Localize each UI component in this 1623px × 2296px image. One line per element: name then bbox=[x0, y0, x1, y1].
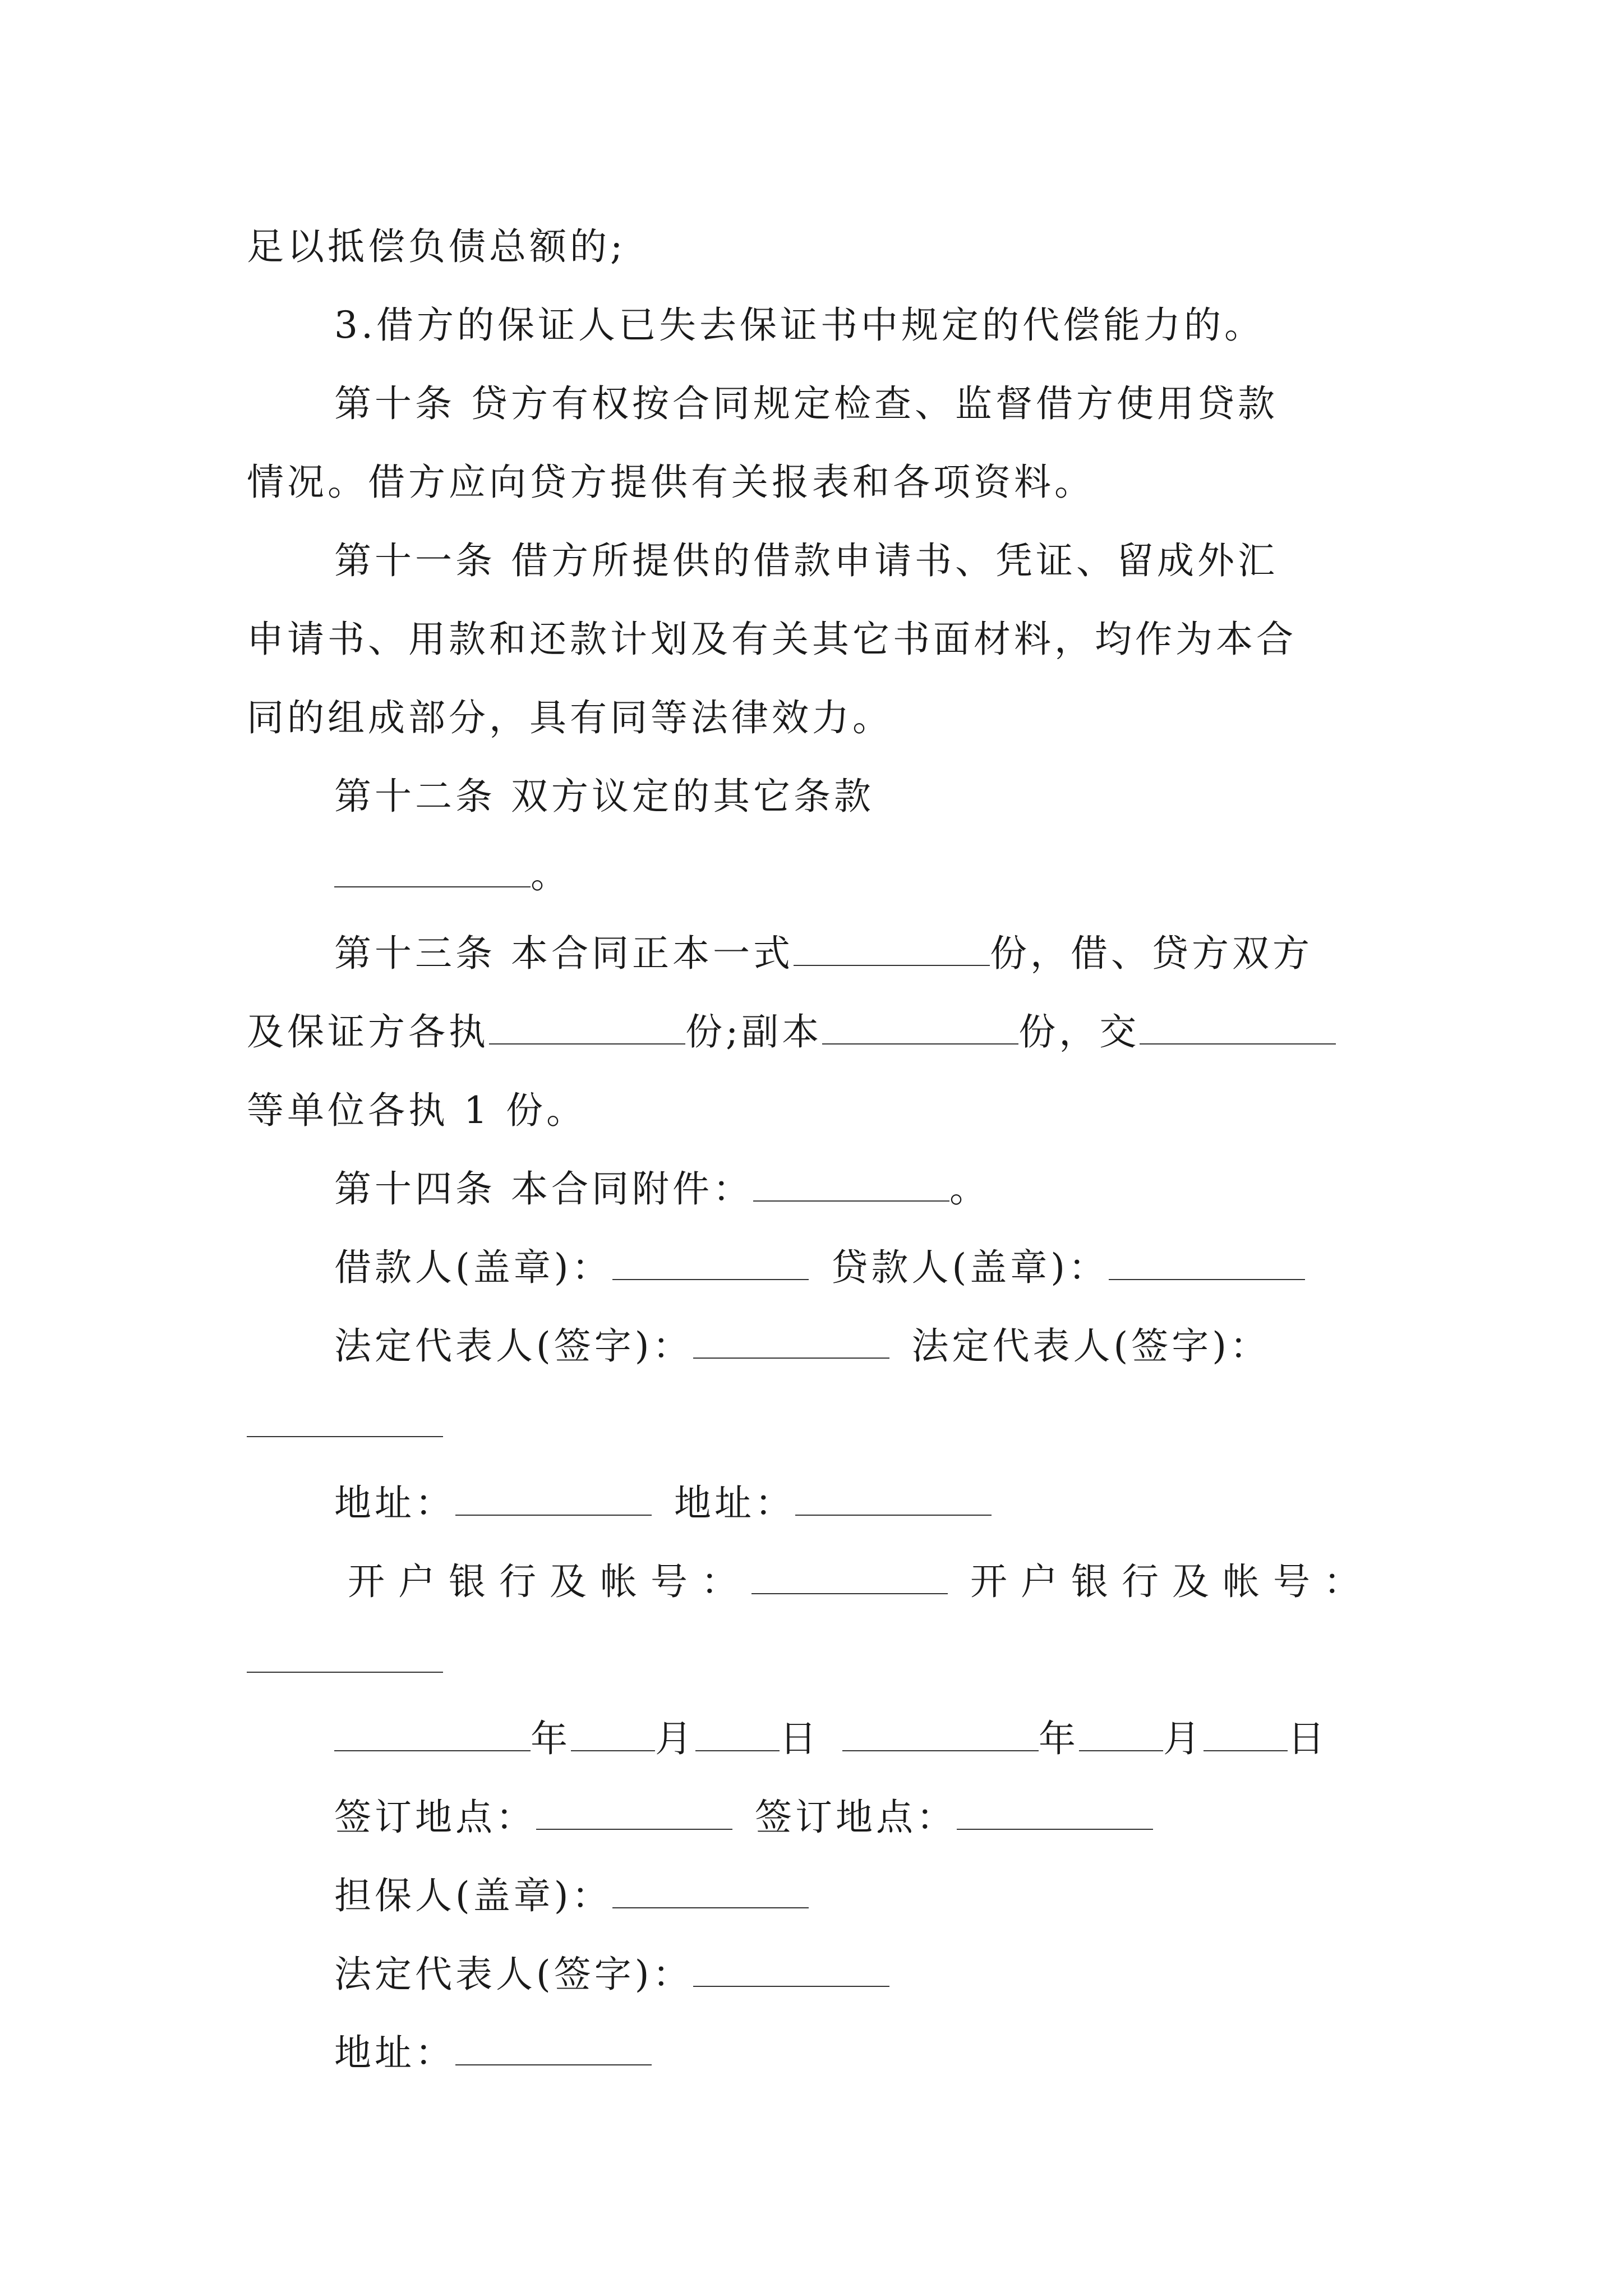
guarantor-address-blank[interactable] bbox=[455, 2033, 652, 2065]
year-label: 年 bbox=[1039, 1717, 1079, 1760]
guarantor-rep-label: 法定代表人(签字)： bbox=[334, 1953, 693, 1996]
lender-bank-blank[interactable] bbox=[247, 1640, 443, 1673]
month-blank[interactable] bbox=[1079, 1719, 1163, 1751]
guarantor-address-row bbox=[247, 2014, 1385, 2092]
line-text: 3.借方的保证人已失去保证书中规定的代偿能力的。 bbox=[334, 303, 1265, 347]
rep-row bbox=[247, 1307, 1385, 1386]
borrower-bank-label: 开户银行及帐号： bbox=[348, 1560, 751, 1603]
day-blank[interactable] bbox=[695, 1719, 780, 1751]
day-label: 日 bbox=[780, 1717, 820, 1760]
day-blank[interactable] bbox=[1204, 1719, 1288, 1751]
sign-place-row bbox=[247, 1778, 1385, 1857]
sign-place-label: 签订地点： bbox=[334, 1796, 536, 1839]
month-blank[interactable] bbox=[571, 1719, 655, 1751]
article-13 bbox=[247, 914, 1385, 993]
text-line bbox=[247, 993, 1385, 1071]
text-line bbox=[247, 286, 1385, 365]
line-text: 足以抵偿负债总额的; bbox=[247, 225, 626, 268]
fill-blank[interactable] bbox=[794, 933, 990, 966]
lender-seal-label: 贷款人(盖章)： bbox=[831, 1246, 1109, 1289]
seal-row bbox=[247, 1228, 1385, 1307]
borrower-address-blank[interactable] bbox=[455, 1483, 652, 1516]
line-text: 第十条 贷方有权按合同规定检查、监督借方使用贷款 bbox=[334, 382, 1278, 425]
borrower-rep-label: 法定代表人(签字)： bbox=[334, 1324, 693, 1368]
guarantor-seal-label: 担保人(盖章)： bbox=[334, 1874, 612, 1917]
text-line bbox=[247, 1071, 1385, 1150]
text-line bbox=[247, 600, 1385, 679]
line-text: 等单位各执 1 份。 bbox=[247, 1089, 587, 1132]
text-line bbox=[247, 836, 1385, 914]
date-row bbox=[247, 1700, 1385, 1778]
lender-rep-label: 法定代表人(签字)： bbox=[911, 1324, 1270, 1368]
borrower-bank-blank[interactable] bbox=[751, 1562, 948, 1594]
line-text: 申请书、用款和还款计划及有关其它书面材料，均作为本合 bbox=[247, 618, 1297, 661]
borrower-seal-label: 借款人(盖章)： bbox=[334, 1246, 612, 1289]
guarantor-seal-blank[interactable] bbox=[612, 1876, 809, 1908]
sign-place-blank[interactable] bbox=[957, 1797, 1153, 1830]
borrower-address-label: 地址： bbox=[334, 1481, 455, 1525]
bank-row bbox=[247, 1543, 1385, 1621]
line-text: 及保证方各执 bbox=[247, 1010, 489, 1053]
guarantor-address-label: 地址： bbox=[334, 2031, 455, 2074]
line-text: 第十一条 借方所提供的借款申请书、凭证、留成外汇 bbox=[334, 539, 1278, 582]
guarantor-seal-row bbox=[247, 1857, 1385, 1935]
article-10 bbox=[247, 365, 1385, 443]
line-text: 第十四条 本合同附件： bbox=[334, 1167, 753, 1211]
line-text: 情况。借方应向贷方提供有关报表和各项资料。 bbox=[247, 461, 1095, 504]
line-text: 同的组成部分，具有同等法律效力。 bbox=[247, 696, 893, 739]
lender-address-blank[interactable] bbox=[795, 1483, 992, 1516]
line-text: 第十二条 双方议定的其它条款 bbox=[334, 775, 874, 818]
fill-blank[interactable] bbox=[489, 1012, 685, 1045]
text-line bbox=[247, 443, 1385, 522]
line-text: 份;副本 bbox=[685, 1010, 823, 1053]
borrower-rep-blank[interactable] bbox=[693, 1326, 889, 1359]
article-14 bbox=[247, 1150, 1385, 1228]
lender-rep-blank[interactable] bbox=[247, 1405, 443, 1437]
month-label: 月 bbox=[1163, 1717, 1204, 1760]
line-text: 份，交 bbox=[1018, 1010, 1140, 1053]
lender-seal-blank[interactable] bbox=[1109, 1248, 1305, 1280]
text-line bbox=[247, 1621, 1385, 1700]
address-row bbox=[247, 1464, 1385, 1543]
fill-blank[interactable] bbox=[822, 1012, 1018, 1045]
line-text: 。 bbox=[949, 1167, 990, 1211]
day-label: 日 bbox=[1288, 1717, 1328, 1760]
month-label: 月 bbox=[655, 1717, 695, 1760]
year-label: 年 bbox=[531, 1717, 571, 1760]
contract-page bbox=[247, 208, 1385, 2092]
text-line bbox=[247, 1386, 1385, 1464]
text-line bbox=[247, 679, 1385, 757]
line-text: 第十三条 本合同正本一式 bbox=[334, 932, 794, 975]
borrower-seal-blank[interactable] bbox=[612, 1248, 809, 1280]
lender-address-label: 地址： bbox=[674, 1481, 795, 1525]
year-blank[interactable] bbox=[334, 1719, 531, 1751]
fill-blank[interactable] bbox=[1140, 1012, 1336, 1045]
sign-place-blank[interactable] bbox=[536, 1797, 732, 1830]
lender-bank-label: 开户银行及帐号： bbox=[970, 1560, 1374, 1603]
guarantor-rep-blank[interactable] bbox=[693, 1954, 889, 1987]
fill-blank[interactable] bbox=[334, 855, 531, 887]
guarantor-rep-row bbox=[247, 1935, 1385, 2014]
fill-blank[interactable] bbox=[753, 1169, 949, 1202]
text-line bbox=[247, 208, 1385, 286]
line-text: 。 bbox=[531, 853, 571, 896]
article-11 bbox=[247, 522, 1385, 600]
article-12 bbox=[247, 757, 1385, 836]
sign-place-label: 签订地点： bbox=[755, 1796, 957, 1839]
line-text: 份，借、贷方双方 bbox=[989, 932, 1313, 975]
year-blank[interactable] bbox=[842, 1719, 1039, 1751]
